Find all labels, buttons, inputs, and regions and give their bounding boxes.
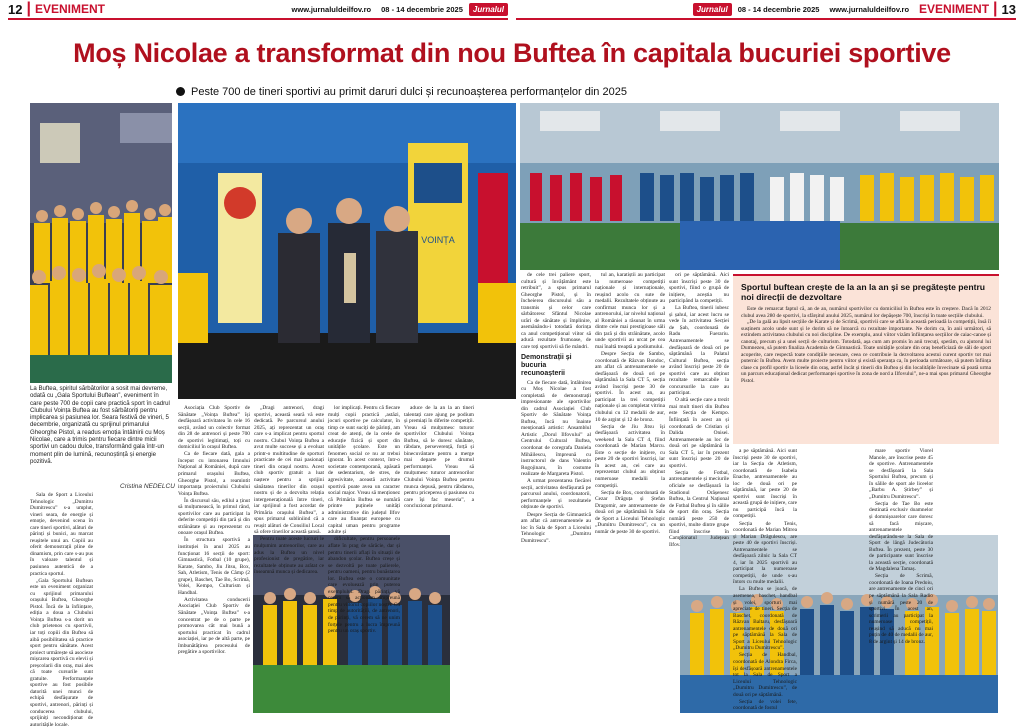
page-number: 13 bbox=[1001, 1, 1016, 17]
paragraph: dificultate, pentru persoanele aflate în prag de sărăcie, dar și pentru tinerii aflați în situații de abandon școlar. Buftea creșe și se dezvoltă pe toate palierele, pentru oameni, pentru bunăstarea lor. Buftea este o comunitate care evoluează prin puterea exemplului. Dragi părinți, vă cerem să acționăm împreună pentru viitorul copiilor noștri. Cu timp de autoritățiii, de antrenori, de părinți, vă cerem să ne unim forțele pentru a lucra împreună pentru un oraș sportiv. bbox=[328, 536, 400, 635]
paragraph: Secția de Tae Bo este destinată exclusiv doamnelor și domnișoarelor care doresc să facă mișcare, antrenamentele desfășurându-se la Sala de Sport de lângă Judecătoria Buftea. În prezent, peste 30 de participante sunt înscrise la această secție, coordonată de Magdalena Tamaș. bbox=[869, 500, 933, 573]
page-number: 12 bbox=[8, 1, 23, 17]
paragraph: Asociația Club Sportiv de Sănătate „Voința Buftea” își desfășoară activitatea în cele 16 secții, având un colectiv format din 28 de antrenori și peste 700 de sportivi legitimați, toți cu domiciliul în orașul Buftea. bbox=[178, 405, 250, 451]
paragraph: În discursul său, edilul a ținut să mulțumească, în primul rând, sportivilor care au participat la deferite competiții din țară și din străinătate și au reprezentat cu onoare orașul Buftea. bbox=[178, 497, 250, 537]
paragraph: Ca de fiecare dată, întâlnirea cu Moș Nicolae a fost completată de demonstrații impresionante ale sportivilor din cadrul Asociației Club Sportiv de Sănătate Voința Buftea, încă nu înainte menționată artistic: Ansamblul Artistic „Dorul Ilfovului” al Centrului Cultural Buftea, coordonat de coregrafa Daniela Mihăilescu, împreună cu instructorul de dans Valentin Rogojinaru, în costume realizate de Margareta Pistol. bbox=[521, 379, 591, 478]
author-byline: Cristina NEDELCU bbox=[120, 483, 175, 490]
paragraph: Ca de fiecare dată, gala a început cu intonarea Imnului Național al României, după care primarul orașului Buftea, Gheorghe Pistol, a reamintit importanța proiectului Clubului Voința Buftea. bbox=[178, 451, 250, 497]
header-separator: | bbox=[26, 0, 31, 17]
paragraph: de cele trei paliere sport, cultură și învățământ este retribuit”, a spus primarul Gheorghe Pistol, și în încheierea discursului său a transmis și celor care sărbătoresc Sfântul Nicolae urări de sănătate și împlinire, asemănându-i totodată dorința ca anul competițional viitor să aducă rezultate frumoase, de care toți sportivii să fie mândri. bbox=[521, 272, 591, 351]
paragraph: Secția de Scrimă, coordonată de Ioana Predoiu, are antrenamente de cinci ori pe săptămână la Sala Radio și numără peste 20 de sportivi. În acest an, scrimerii au participat la numeroase competiții, reușind să aducă nu mai puțin de 40 de medalii de aur, 8 de argint și 14 de bronz. bbox=[869, 573, 934, 645]
page-header-left bbox=[8, 0, 508, 20]
issue-dates: 08 - 14 decembrie 2025 bbox=[381, 4, 463, 14]
paragraph: Sala de Sport a Liceului Tehnologic „Dumitru Dumitrescu” s-a umplut, vineri seara, de energie și emoție, devenind scena în care tineri sportivi, alături de părinți și bunici, au marcat reușitele unui an. Copiii au oferit demonstrații pline de dinamism, prin care s-au pus în valoare talentul și pasiunea autentică de a practica sportul. bbox=[30, 492, 93, 577]
paragraph: Secția de Tenis, coordonată de Marian Mitrea și Marian Drăgulescu, are peste 40 de sportivi înscriși. Antrenamentele se desfășoară zilnic la Sala CT 4, iar în 2025 sportivii au participat la numeroase competiții, de unde s-au întors cu multe medalii. bbox=[733, 520, 797, 586]
bullet-icon bbox=[176, 87, 185, 96]
article-title: Moș Nicolae a transformat din nou Buftea în capitala bucuriei sportive bbox=[73, 38, 951, 68]
article-column-14 bbox=[937, 448, 999, 532]
paragraph: La Buftea, tinerii iubesc și șahul, iar acest lucru se vede în activitatea Secției de Șah, coordonată de Radu Fuerariu. Antrenamentele se desfășoară de două ori pe săptămână la Palatul Cultural Buftea, secția având înscriși peste 20 de sportivi care au obținut rezultate remarcabile la concursurile la care au participat. bbox=[669, 305, 729, 397]
paragraph: Despre Secția de Sambo, coordonată de Răzvan Bondoc, am aflat că antrenamentele se desfășoară de două ori pe săptămână la Sala CT 5, secția având înscriși peste 30 de sportivi. În acest an, au participat la trei competiții naționale și au completat vitrina clubului cu 12 medalii de aur, 10 de argint și 12 de bronz. bbox=[595, 351, 665, 423]
paragraph: O altă secție care a trezit mai mult tineri din Buftea este Secția de Kempo. Înființată în acest an și coordonată de Cristian și Dalida Onisei. Antrenamentele au loc de două ori pe săptămână la Sala CT 5, iar în prezent sunt înscriși peste 20 de sportivi. bbox=[669, 397, 729, 469]
banner-text: VOINȚA bbox=[421, 235, 455, 245]
photo-caption: La Buftea, spiritul sărbătorilor a sosit mai devreme, odată cu „Gala Sportului Buftean”, eveniment în care peste 700 de copii care practică sport în cadrul Clubului Voința Buftea au fost sărbătoriți pentru implicarea și pasiunea lor. Seara festivă de vineri, 5 decembrie, organizată cu sprijinul primarului Gheorghe Pistol, a readus emoția întâlnirii cu Moș Nicolae, care a trimis pentru fiecare dintre micii sportivi un cadou dulce, transformând gala într-un moment plin de lumină, recunoștință și energie pozitivă. bbox=[30, 385, 170, 465]
page-header-right bbox=[516, 0, 1016, 20]
section-heading: Demonstrații și bucuria recunoașterii bbox=[521, 353, 572, 377]
paragraph: ori pe săptămână. Aici sunt înscriși peste 30 de sportivi, fiind o grupă de inițiere, aceștia nu participând la competiții. bbox=[669, 272, 729, 305]
issue-dates: 08 - 14 decembrie 2025 bbox=[737, 4, 820, 14]
newspaper-logo: Jurnalul bbox=[693, 3, 732, 16]
article-column-10 bbox=[669, 272, 729, 712]
paragraph: „Dragi antrenori, dragi sportivi, această seară vă este dedicată. Pe parcursul anului 2025, ați reprezentat un oraș care s-a implicat pentru sportul nostru. Clubul Voința Buftea a avut multe succese și a evoluat printr-o multitudine de sporturi practicate de cei mai pasionați tineri din orașul nostru. Acest club sportiv gratuit a luat naștere pentru a sprijini sănătatea tinerilor din orașul nostru și de a dezvolta relația intergenerațională între tineri, iar sprijinul a fost acordat de Primăria orașului Buftea”, a spus primarul subliniind că a reușit alături de Consiliul Local să ofere tinerilor această șansă. bbox=[254, 405, 324, 536]
site-url[interactable]: www.jurnaluldeilfov.ro bbox=[291, 4, 372, 14]
article-column-6 bbox=[404, 405, 474, 533]
photo-gym-groups bbox=[520, 103, 999, 270]
paragraph: Secția de Handbal, coordonată de Alondra Firca, își desfășoară antrenamentele tot la Sala de Sport a Liceului Tehnologic „Dumitru Dumitrescu”, de două ori pe săptămână. bbox=[733, 652, 797, 698]
paragraph: Secția de Box, coordonată de Cezar Drăguța și Ștefan Dragomir, are antrenamente de două ori pe săptămână în Sala de Sport a Liceului Tehnologic „Dumitru Dumitrescu”, cu un număr de peste 30 de sportivi. bbox=[595, 489, 665, 535]
article-subtitle bbox=[176, 86, 627, 98]
article-column-5 bbox=[328, 405, 400, 635]
newspaper-logo: Jurnalul bbox=[469, 3, 508, 16]
section-label: EVENIMENT bbox=[34, 2, 105, 16]
paragraph: Despre Secția de Gimnastică am aflat că antrenamentele au loc în Sala de Sport a Liceului Tehnologic „Dumitru Dumitrescu”. bbox=[521, 511, 591, 544]
paragraph: La Buftea se joacă, de asemenea, baschet, handbal și volei, sporturi mai apreciate de tineri. Secția de Baschet, coordonată de Răzvan Baltaru, desfășoară antrenamentele de două ori pe săptămână la Sala de Sport a Liceului Tehnologic „Dumitru Dumitrescu”. bbox=[733, 586, 797, 652]
paragraph: A urmat prezentarea fiecărei secții, activitatea desfășurată pe parcursul anului, coordonatorii, performanțele și rezultatele obținute de sportivi. bbox=[521, 478, 591, 511]
site-url[interactable]: www.jurnaluldeilfov.ro bbox=[829, 4, 910, 14]
paragraph: aduce de la an la an tineri talentați care ajung pe podium și premiați în diferite competiții. Vreau să mulțumesc tuturor sportivilor Clubului Voința Buftea, să le doresc sănătate, răbdare, perseverență, forță și binecuvântare pentru a merge mai departe pe drumul performanței. Vreau să mulțumesc tuturor antrenorilor Clubului Voința Buftea pentru munca depusă, pentru răbdarea, pentru priceperea și pasiunea cu care își fac meseria”, a concluzionat primarul. bbox=[404, 405, 474, 510]
paragraph: Secția de volei fete, coordonată de fostul bbox=[733, 698, 797, 712]
paragraph: Pentru toate aceste lucruri le mulțumim antrenorilor, care au adus la Buftea un nivel profesionist de pregătire, iar rezultatele obținute au arătat ce înseamnă munca și dedicarea. bbox=[254, 536, 324, 576]
box-title: Sportul buftean crește de la an la an și se pregătește pentru noi direcții de dezvoltare bbox=[741, 282, 986, 302]
paragraph: tul an, karatiștii au participat la numeroase competiții naționale și internaționale, reușind acolo cu sute de medalii. Rezultatele obținute au confirmat munca lor și a antrenorului, iar nivelul național al României a răsunat în urma dintre cele mai prestigioase săli din țară și din străinătate, acolo unde sportivii au urcat pe cea mai înaltă treaptă a podiumului. bbox=[595, 272, 665, 351]
paragraph: În structura sportivă a instituției în anul 2025 au funcționat 16 secții de sport: Gimnastică, Fotbal (10 grupe), Karate, Sambo, Jiu Jitsu, Box, Sah, Atletism, Tenis de Câmp (2 grupe), Baschet, Tae Bo, Scrimă, Volei, Kempo, Culturism și Handbal. bbox=[178, 537, 250, 596]
paragraph: lor implicați. Pentru că fiecare mulți copii practică ,astăzi, jocuri sportive pe calculator, în timp ce sunt suciți de părinți, am creat de atenți, de la orele de educație fizică și sport din unitățile școlare. Este un fenomen social ce nu ar trebui ignorat. În acest context, într-o societate contemporană, apăsată de sedentarism, de stres, de agresivitate, această activitate sportivă poate avea un caracter social major. Vreau să menționez că Primăria Buftea se numără printre puținele unități administrative din județul Ilfov care au finanțat europene cu capital uman pentru programe adulte și bbox=[328, 405, 400, 536]
box-paragraph: Este de remarcat faptul că, an de an, numărul sportivilor cu domiciliul în Buftea este în creștere. Dacă în 2012 clubul avea 280 de sportivi, la sfârșitul anului 2025, numărul lor depășește 700, înscriși în toate secțiile clubului. bbox=[741, 306, 991, 319]
photo-officials-stage bbox=[178, 103, 516, 399]
paragraph: Secția de Jiu Jitsu își desfășoară activitatea în weekend la Sala CT 4, fiind coordonată de Marian Marcu. Este o secție de inițiere, cu peste 20 de sportivi înscriși, iar în acest an, cei care au reprezentat clubul au obținut numeroase medalii la competiții. bbox=[595, 423, 665, 489]
article-column-11 bbox=[733, 448, 797, 712]
article-column-4 bbox=[254, 405, 324, 576]
info-box bbox=[733, 274, 999, 444]
article-column-2 bbox=[98, 492, 172, 714]
article-column-3 bbox=[178, 405, 250, 714]
section-label: EVENIMENT bbox=[919, 2, 990, 16]
paragraph: mare sportiv Viorel Manole, are înscrise peste 45 de sportive. Antrenamentele se desfășoară la Sala Sportului Buftea, precum și în sălile de sport ale liceelor „Barbu A. Știrbey” și „Dumitru Dumitrescu”. bbox=[869, 448, 933, 500]
article-column-7 bbox=[455, 535, 515, 713]
paragraph: a pe săptămână. Aici sunt înscriși peste 30 de sportivi, iar la Secția de Atletism, coordonată de Isabela Enache, antrenamentele au loc de două ori pe săptămână, iar peste 20 de sportivi sunt înscriși în această grupă de inițiere, care nu participă încă la competiții. bbox=[733, 448, 797, 520]
article-column-9 bbox=[595, 272, 665, 712]
box-paragraph: „De la gală au lipsit secțiile de Karate și de Scrimă, sportivii care se află în această perioadă la competiții, însă îi susținem acolo unde sunt și le dorim să ne întoarcă cu rezultate importante. Ne dorim ca, în anii următori, să extindem activitatea clubului cu noi discipline. De exemplu, anul viitor vizăm înființarea secțiilor de caiac-canoe și canotaj, precum și a unei secții de culturism. Totodată, așa cum am promis în anii trecuți, sperăm, cu ajutorul lui Dumnezeu, să putem finaliza Academia de Gimnastică. Toate unitățile școlare din oraș beneficiază de săli de sport acoperite, care respectă toate condițiile necesare, ceea ce contribuie la dezvoltarea acestui curent sportiv tot mai puternic în Buftea. Avem multe proiecte pentru viitor și există speranța ca, în perioada următoare, să putem înființa clase cu profil sportiv la liceele din oraș, astfel încât și tinerii din Buftea și din localitățile învecinate să poată urma un parcurs educațional dedicat performanței sportive în zona de nord a Ilfovului”, ne-a mai spus primarul Gheorghe Pistol. bbox=[741, 319, 991, 385]
paragraph: Secția de Fotbal, antrenamentele și meciurile oficiale se desfășoară la Stadionul Orășenesc Buftea, la Centrul Național de Fotbal Buftea și în sălile de sport din oraș. Secția numără peste 250 de sportivi, multe dintre grupe fiind înscrise în Campionatul Județean Ilfov. bbox=[669, 469, 729, 548]
article-column-12 bbox=[801, 448, 865, 532]
photo-yellow-team bbox=[30, 103, 172, 383]
header-separator: | bbox=[993, 0, 998, 17]
paragraph: Activitatea conducerii Asociației Club Sportiv de Sănătate „Voința Buftea” s-a concentrat pe de o parte pe promovarea cât mai bună a sportului practicat în cadrul asociației, iar pe de altă parte, pe îmbunătățirea procesului de pregătire a sportivilor. bbox=[178, 596, 250, 656]
article-column-1 bbox=[30, 492, 94, 728]
subtitle-text: Peste 700 de tineri sportivi au primit daruri dulci și recunoașterea performanțelor din 2025 bbox=[191, 86, 627, 98]
article-column-13 bbox=[869, 448, 934, 645]
paragraph: „Gala Sportului Buftean este un eveniment organizat cu sprijinul primarului orașului Buftea, Gheorghe Pistol. Încă de la înființare, ediția a doua a Clubului Voința Buftea s-a dorit un club prietenos cu sportivii, iar toți copiii din Buftea să aibă posibilitatea să practice sport pentru sănătate. Acest proiect urmărește să asocieze mișcarea sportivă cu elevii și preșcolarii din oraș, mai ales că toate cursurile sunt gratuite. Performanțele sportive au fost posibile datorită unei munci de echipă desfășurate de sportivi, antrenori, părinți și conducerea clubului, sprijiniți necondiționat de autoritățile locale. bbox=[30, 577, 94, 728]
article-column-8 bbox=[521, 272, 591, 712]
